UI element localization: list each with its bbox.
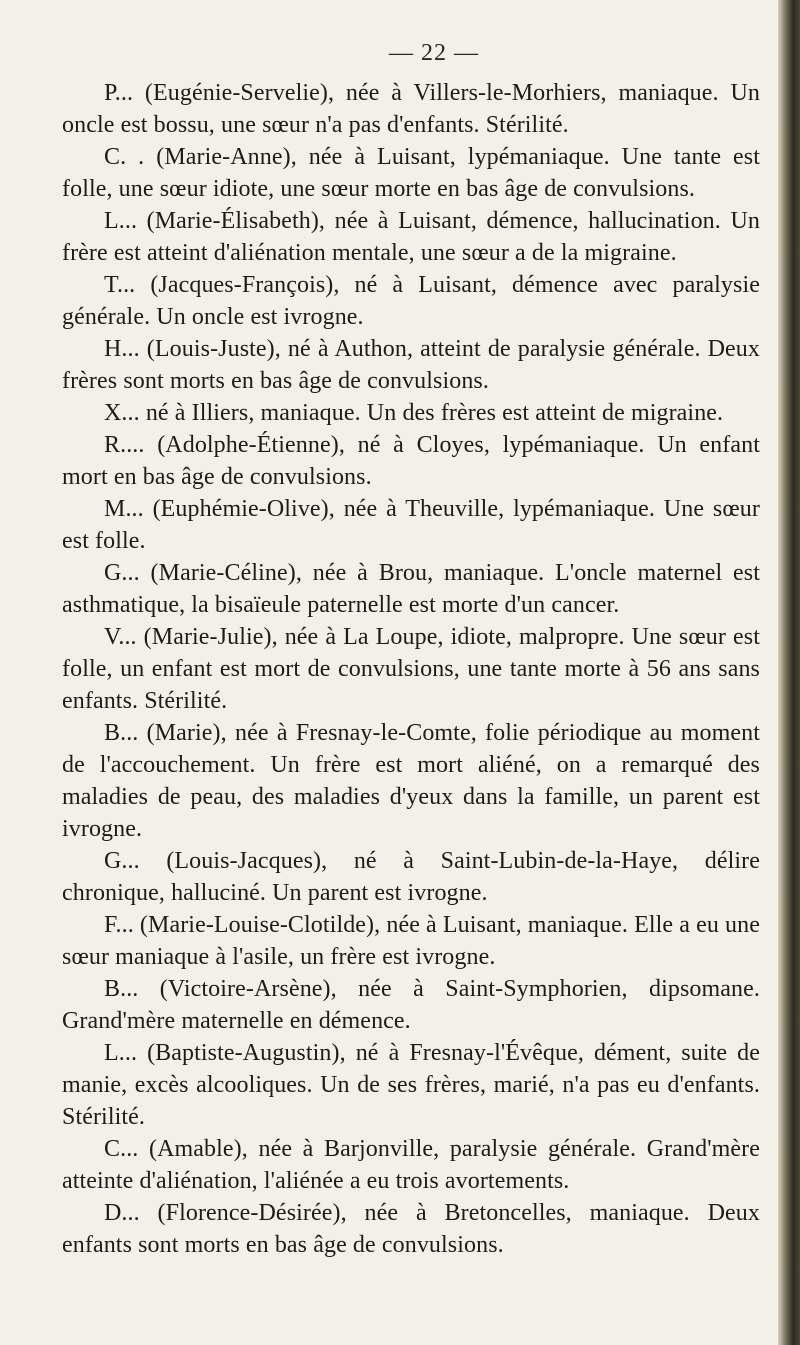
case-entry: G... (Marie-Céline), née à Brou, maniaque. L'oncle maternel est asthmatique, la bisaïeule paternelle est morte d'un cancer.: [62, 560, 760, 618]
case-entry: G... (Louis-Jacques), né à Saint-Lubin-de-la-Haye, délire chronique, halluciné. Un parent est ivrogne.: [62, 848, 760, 906]
case-entry: C. . (Marie-Anne), née à Luisant, lypémaniaque. Une tante est folle, une sœur idiote, une sœur morte en bas âge de convulsions.: [62, 144, 760, 202]
case-entry: L... (Marie-Élisabeth), née à Luisant, démence, hallucination. Un frère est atteint d'aliénation mentale, une sœur a de la migraine.: [62, 208, 760, 266]
case-entry: L... (Baptiste-Augustin), né à Fresnay-l'Évêque, dément, suite de manie, excès alcooliques. Un de ses frères, marié, n'a pas eu d'enfants. Stérilité.: [62, 1040, 760, 1130]
case-entry: H... (Louis-Juste), né à Authon, atteint de paralysie générale. Deux frères sont morts en bas âge de convulsions.: [62, 336, 760, 394]
case-entry: C... (Amable), née à Barjonville, paralysie générale. Grand'mère atteinte d'aliénation, l'aliénée a eu trois avortements.: [62, 1136, 760, 1194]
case-entry: T... (Jacques-François), né à Luisant, démence avec paralysie générale. Un oncle est ivrogne.: [62, 272, 760, 330]
case-entry: X... né à Illiers, maniaque. Un des frères est atteint de migraine.: [104, 400, 724, 426]
case-entry: M... (Euphémie-Olive), née à Theuville, lypémaniaque. Une sœur est folle.: [62, 496, 760, 554]
document-page: [62, 40, 760, 1261]
case-entry: D... (Florence-Désirée), née à Bretoncelles, maniaque. Deux enfants sont morts en bas âge de convulsions.: [62, 1200, 760, 1258]
case-entry: V... (Marie-Julie), née à La Loupe, idiote, malpropre. Une sœur est folle, un enfant est mort de convulsions, une tante morte à 56 ans sans enfants. Stérilité.: [62, 624, 760, 714]
case-entry: P... (Eugénie-Servelie), née à Villers-le-Morhiers, maniaque. Un oncle est bossu, une sœur n'a pas d'enfants. Stérilité.: [62, 80, 760, 138]
page-number: — 22 —: [389, 40, 479, 66]
case-entry: B... (Victoire-Arsène), née à Saint-Symphorien, dipsomane. Grand'mère maternelle en démence.: [62, 976, 760, 1034]
book-edge-shadow: [778, 0, 800, 1345]
case-entry: R.... (Adolphe-Étienne), né à Cloyes, lypémaniaque. Un enfant mort en bas âge de convulsions.: [62, 432, 760, 490]
case-entry: F... (Marie-Louise-Clotilde), née à Luisant, maniaque. Elle a eu une sœur maniaque à l'asile, un frère est ivrogne.: [62, 912, 760, 970]
case-entry: B... (Marie), née à Fresnay-le-Comte, folie périodique au moment de l'accouchement. Un frère est mort aliéné, on a remarqué des maladies de peau, des maladies d'yeux dans la famille, un parent est ivrogne.: [62, 720, 760, 842]
